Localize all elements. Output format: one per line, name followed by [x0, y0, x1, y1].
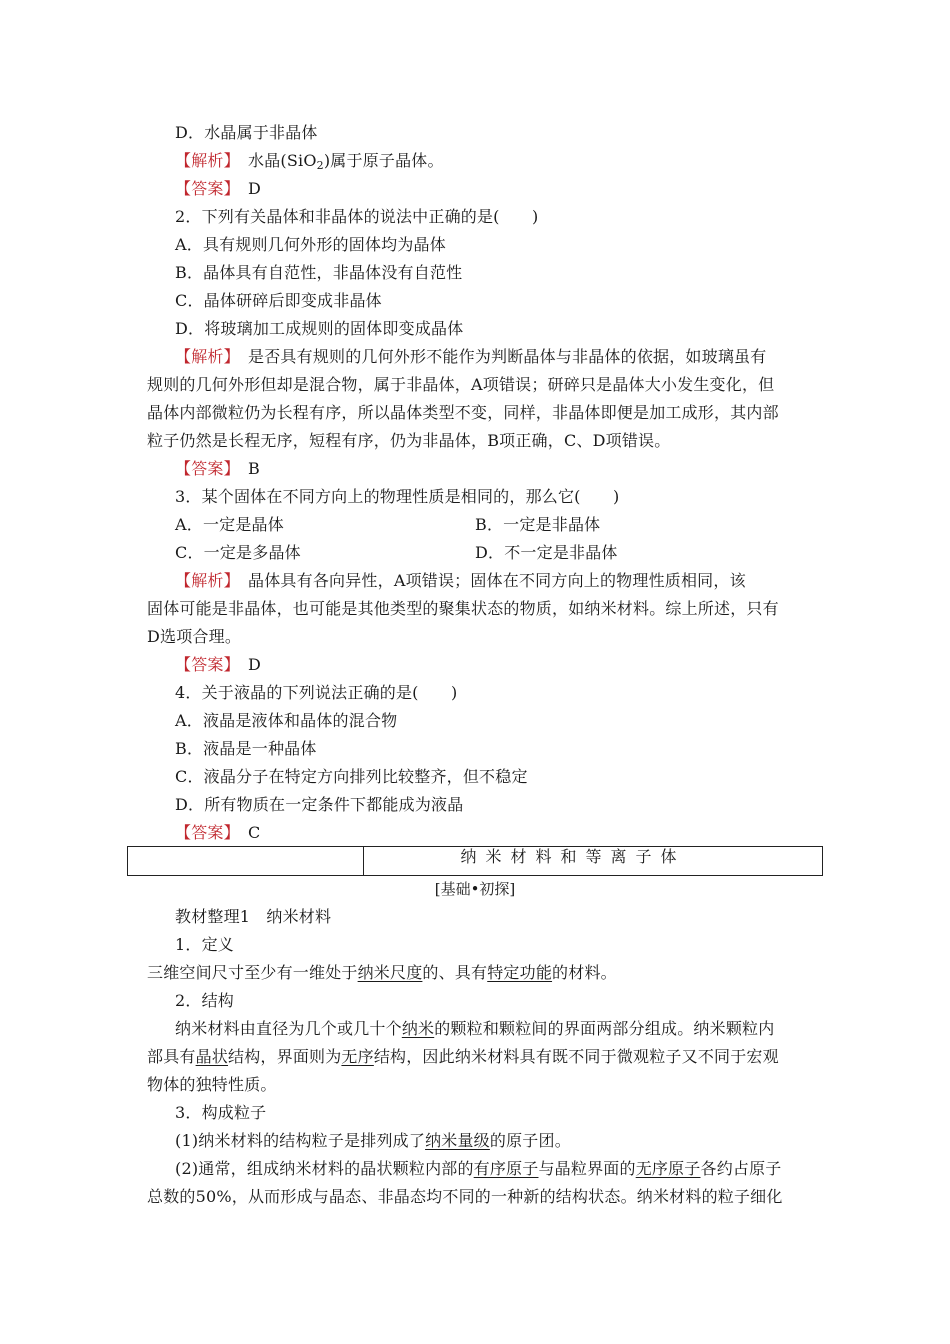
q3-stem: 3．某个固体在不同方向上的物理性质是相同的，那么它( )	[175, 487, 620, 506]
fill-blank-6: 纳米量级	[425, 1131, 490, 1150]
q2-option-b: B．晶体具有自范性，非晶体没有自范性	[175, 263, 463, 282]
fill-blank-4: 晶状	[195, 1047, 229, 1066]
structure-line-2	[147, 1047, 779, 1067]
text-segment: (1)纳米材料的结构粒子是排列成了	[175, 1131, 426, 1150]
particles-title: 3．构成粒子	[175, 1103, 267, 1122]
section-header-empty-cell	[128, 847, 364, 875]
analysis-tag: 【解析】	[175, 151, 232, 170]
section-header-table	[127, 846, 823, 876]
q1-option-d: D．水晶属于非晶体	[175, 123, 318, 142]
q2-stem: 2．下列有关晶体和非晶体的说法中正确的是( )	[175, 207, 539, 226]
q4-answer	[175, 823, 260, 843]
text-segment: 的颗粒和颗粒间的界面两部分组成。纳米颗粒内	[434, 1019, 775, 1038]
q3-answer-value: D	[231, 655, 262, 674]
section-title: 纳米材料和等离子体	[460, 847, 686, 866]
answer-tag: 【答案】	[175, 823, 232, 842]
q2-analysis-line-3: 晶体内部微粒仍为长程有序，所以晶体类型不变，同样，非晶体即便是加工成形，其内部	[147, 403, 779, 422]
answer-tag: 【答案】	[175, 179, 232, 198]
q2-option-d: D．将玻璃加工成规则的固体即变成晶体	[175, 319, 464, 338]
text-segment: 的、具有	[422, 963, 488, 982]
q2-analysis-text-1: 是否具有规则的几何外形不能作为判断晶体与非晶体的依据，如玻璃虽有	[231, 347, 767, 366]
section-label: [基础•初探]	[434, 880, 516, 898]
text-segment: (2)通常，组成纳米材料的晶状颗粒内部的	[175, 1159, 474, 1178]
q3-answer	[175, 655, 261, 675]
q1-answer-value: D	[231, 179, 262, 198]
fill-blank-7: 有序原子	[473, 1159, 539, 1178]
text-segment: 结构，因此纳米材料具有既不同于微观粒子又不同于宏观	[373, 1047, 779, 1066]
q1-analysis-text-pre: 水晶(SiO	[231, 151, 317, 170]
q3-options-row-2	[175, 543, 618, 563]
q2-answer	[175, 459, 260, 479]
text-segment: 与晶粒界面的	[538, 1159, 636, 1178]
text-segment: 部具有	[147, 1047, 196, 1066]
q4-stem: 4．关于液晶的下列说法正确的是( )	[175, 683, 458, 702]
structure-title: 2．结构	[175, 991, 234, 1010]
text-segment: 各约占原子	[700, 1159, 782, 1178]
text-segment: 结构，界面则为	[228, 1047, 342, 1066]
q3-option-b: B．一定是非晶体	[475, 515, 601, 534]
text-segment: 的原子团。	[489, 1131, 571, 1150]
text-segment: 三维空间尺寸至少有一维处于	[147, 963, 358, 982]
q2-analysis-line-2: 规则的几何外形但却是混合物，属于非晶体，A项错误；研碎只是晶体大小发生变化，但	[147, 375, 775, 394]
q1-analysis-text-post: )属于原子晶体。	[323, 151, 444, 170]
q4-answer-value: C	[231, 823, 261, 842]
q3-analysis-line-1	[175, 571, 746, 591]
q1-analysis-subscript: 2	[316, 159, 324, 172]
q2-analysis-line-4: 粒子仍然是长程无序，短程有序，仍为非晶体，B项正确，C、D项错误。	[147, 431, 671, 450]
analysis-tag: 【解析】	[175, 347, 232, 366]
q3-analysis-line-2: 固体可能是非晶体，也可能是其他类型的聚集状态的物质，如纳米材料。综上所述，只有	[147, 599, 779, 618]
fill-blank-1: 纳米尺度	[357, 963, 423, 982]
particles-point-2-cont: 总数的50%，从而形成与晶态、非晶态均不同的一种新的结构状态。纳米材料的粒子细化	[147, 1187, 783, 1206]
fill-blank-5: 无序	[341, 1047, 374, 1066]
q4-option-c: C．液晶分子在特定方向排列比较整齐，但不稳定	[175, 767, 528, 786]
particles-point-1	[175, 1131, 571, 1151]
q3-option-a: A．一定是晶体	[175, 515, 284, 534]
q2-analysis-line-1	[175, 347, 766, 367]
q4-option-d: D．所有物质在一定条件下都能成为液晶	[175, 795, 464, 814]
structure-line-1	[175, 1019, 774, 1039]
analysis-tag: 【解析】	[175, 571, 232, 590]
q3-option-c: C．一定是多晶体	[175, 543, 301, 562]
q3-options-row-1	[175, 515, 601, 535]
particles-point-2	[175, 1159, 782, 1179]
definition-text	[147, 963, 617, 983]
q3-option-d: D．不一定是非晶体	[475, 543, 618, 562]
q2-option-a: A．具有规则几何外形的固体均为晶体	[175, 235, 446, 254]
structure-line-3: 物体的独特性质。	[147, 1075, 277, 1094]
q3-analysis-text-1: 晶体具有各向异性，A项错误；固体在不同方向上的物理性质相同，该	[231, 571, 746, 590]
definition-title: 1．定义	[175, 935, 234, 954]
answer-tag: 【答案】	[175, 459, 232, 478]
fill-blank-8: 无序原子	[635, 1159, 701, 1178]
answer-tag: 【答案】	[175, 655, 232, 674]
material-heading: 教材整理1 纳米材料	[175, 907, 332, 926]
q4-option-a: A．液晶是液体和晶体的混合物	[175, 711, 398, 730]
text-segment: 的材料。	[552, 963, 617, 982]
q1-analysis	[175, 151, 444, 176]
fill-blank-2: 特定功能	[487, 963, 553, 982]
text-segment: 纳米材料由直径为几个或几十个	[175, 1019, 402, 1038]
q2-answer-value: B	[231, 459, 260, 478]
q4-option-b: B．液晶是一种晶体	[175, 739, 317, 758]
q2-option-c: C．晶体研碎后即变成非晶体	[175, 291, 382, 310]
fill-blank-3: 纳米	[401, 1019, 435, 1038]
q3-analysis-line-3: D选项合理。	[147, 627, 242, 646]
q1-answer	[175, 179, 261, 199]
